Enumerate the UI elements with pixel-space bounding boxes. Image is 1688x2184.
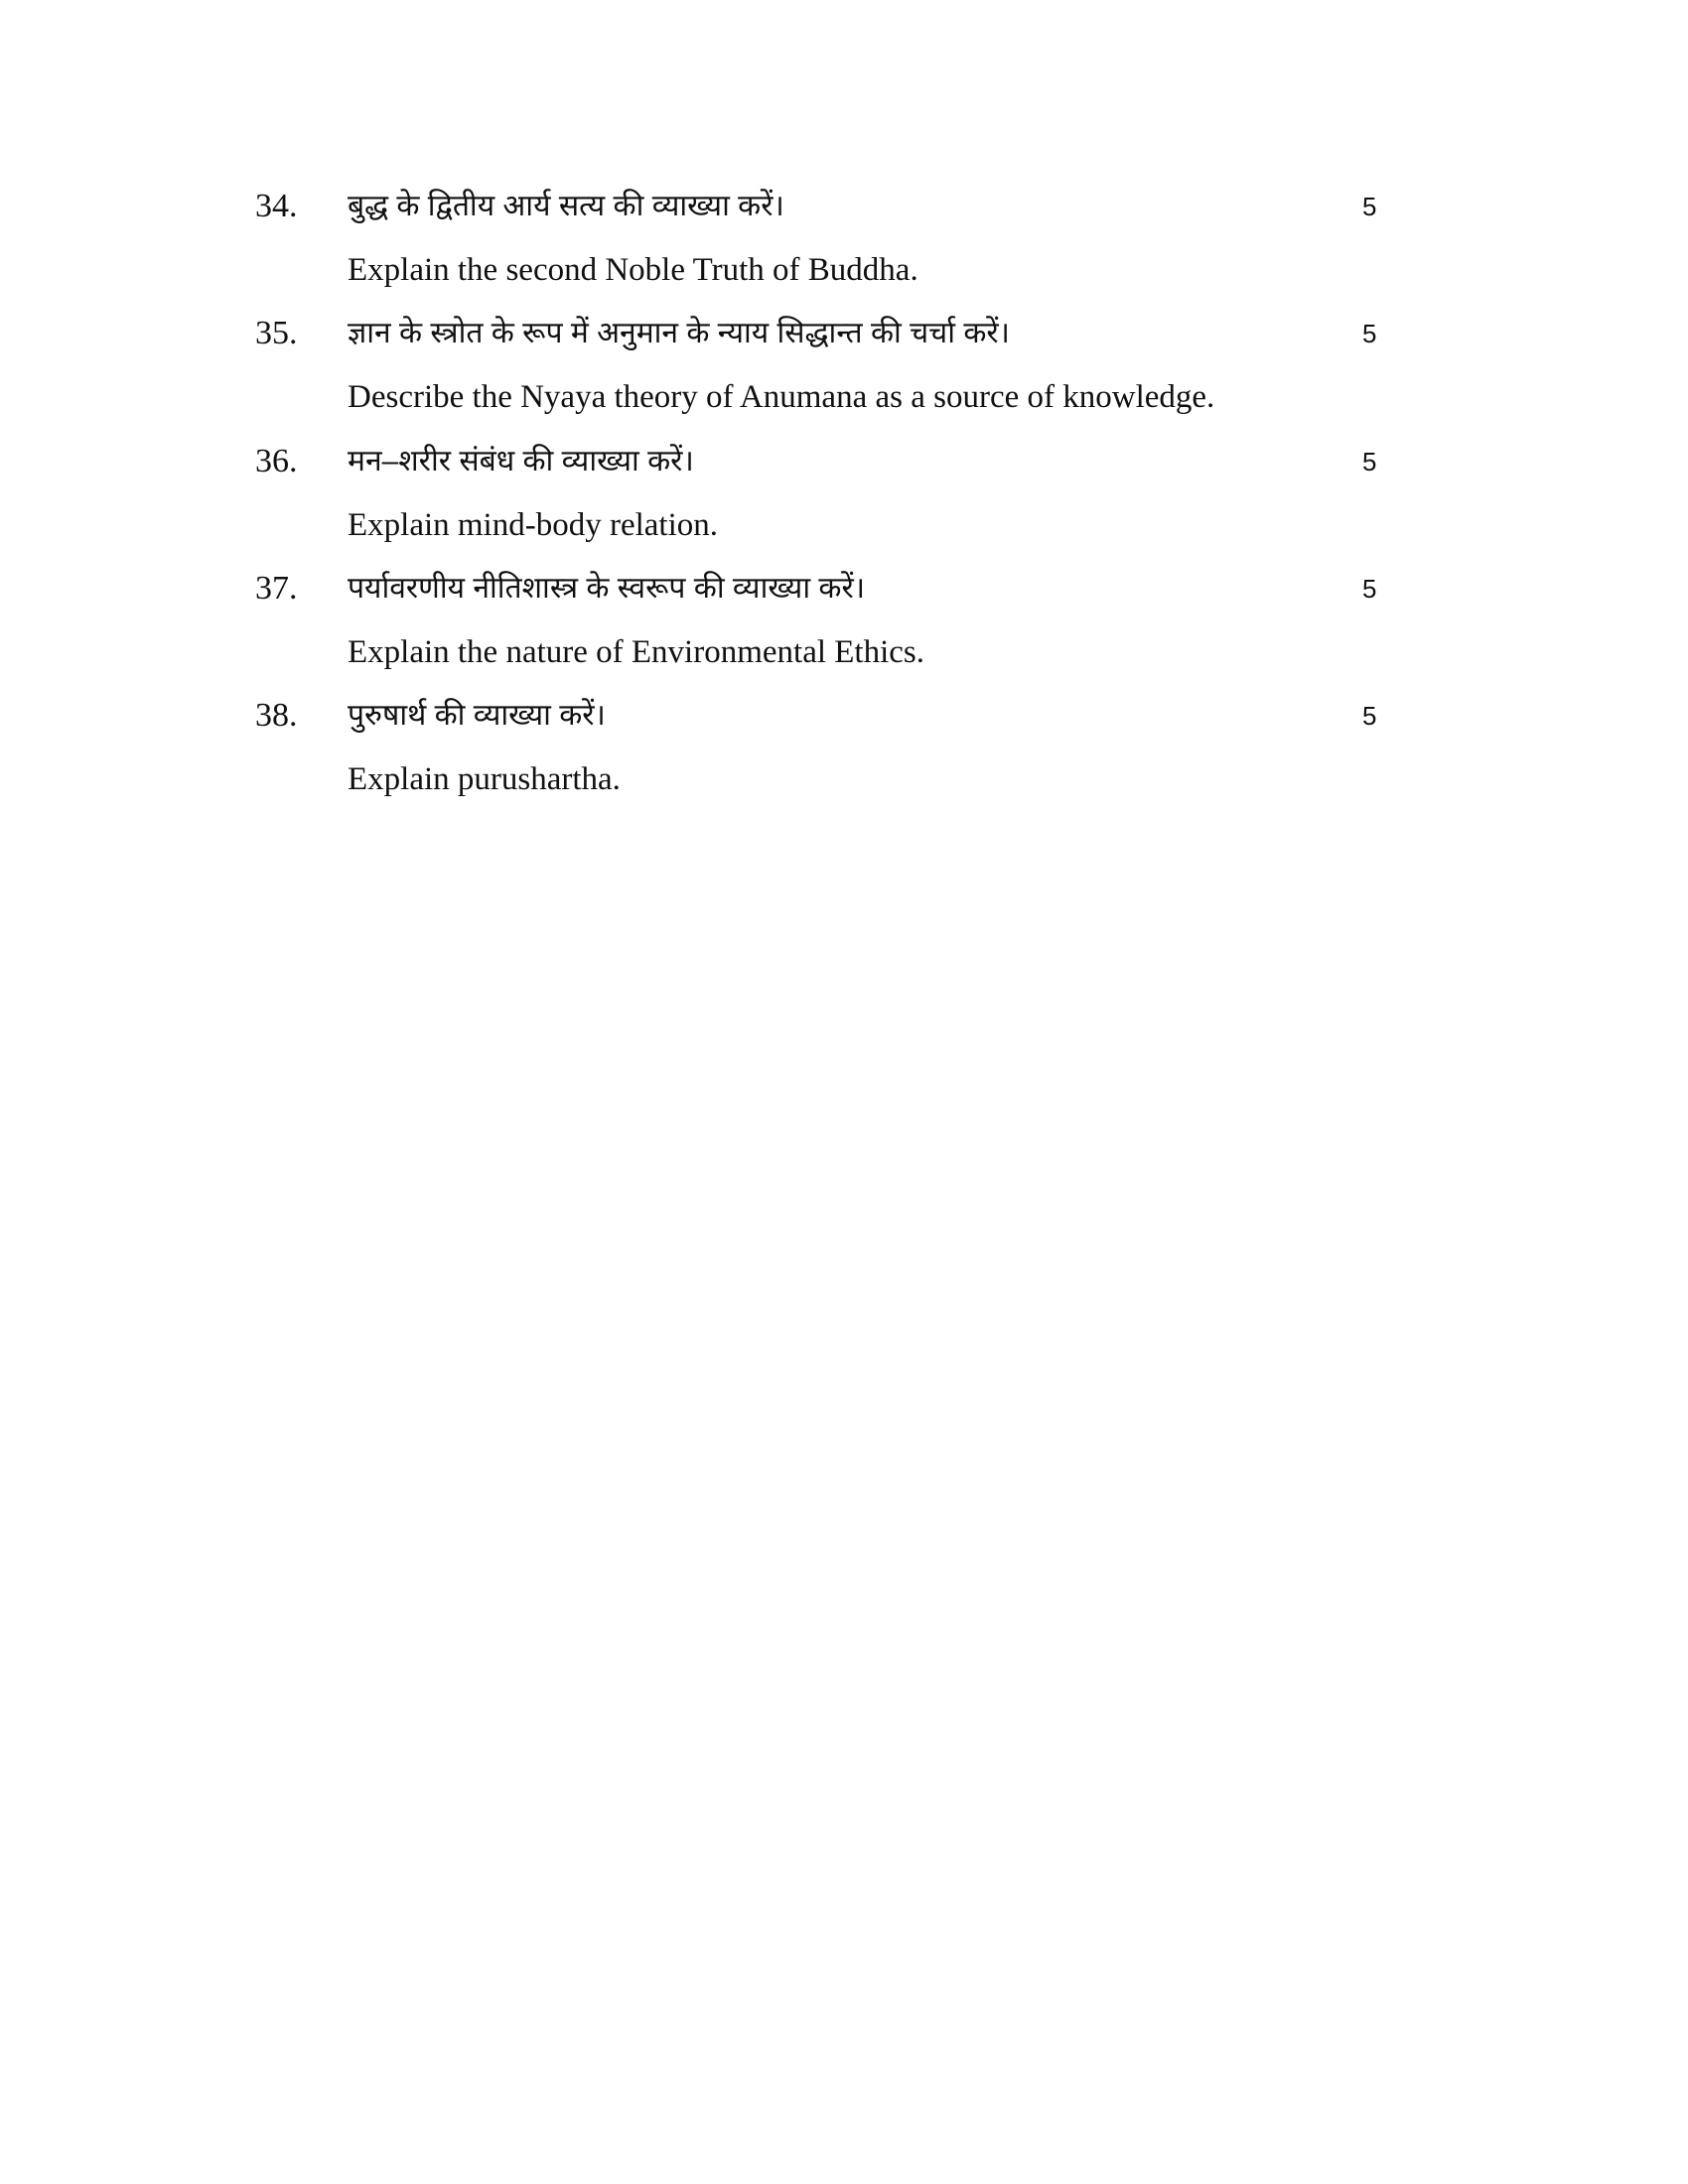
question-marks: 5 — [1362, 701, 1377, 731]
question-hindi: पुरुषार्थ की व्याख्या करें। — [348, 699, 606, 732]
question-hindi: पर्यावरणीय नीतिशास्त्र के स्वरूप की व्याख्या करें। — [348, 572, 866, 605]
question-hindi: बुद्ध के द्वितीय आर्य सत्य की व्याख्या करें। — [348, 190, 784, 222]
question-number: 37. — [255, 570, 298, 607]
question-marks: 5 — [1362, 574, 1377, 604]
question-english: Explain the nature of Environmental Ethics. — [348, 634, 924, 670]
question-number: 38. — [255, 697, 298, 734]
question-marks: 5 — [1362, 447, 1377, 477]
question-hindi: मन–शरीर संबंध की व्याख्या करें। — [348, 445, 694, 478]
question-english: Explain mind-body relation. — [348, 507, 719, 543]
question-english: Explain purushartha. — [348, 761, 621, 797]
question-number: 34. — [255, 188, 298, 224]
question-hindi: ज्ञान के स्त्रोत के रूप में अनुमान के न्याय सिद्धान्त की चर्चा करें। — [348, 317, 1011, 349]
question-english: Explain the second Noble Truth of Buddha. — [348, 252, 918, 288]
question-english: Describe the Nyaya theory of Anumana as a source of knowledge. — [348, 379, 1215, 415]
question-marks: 5 — [1362, 192, 1377, 221]
question-number: 36. — [255, 443, 298, 479]
question-number: 35. — [255, 315, 298, 351]
question-marks: 5 — [1362, 319, 1377, 348]
